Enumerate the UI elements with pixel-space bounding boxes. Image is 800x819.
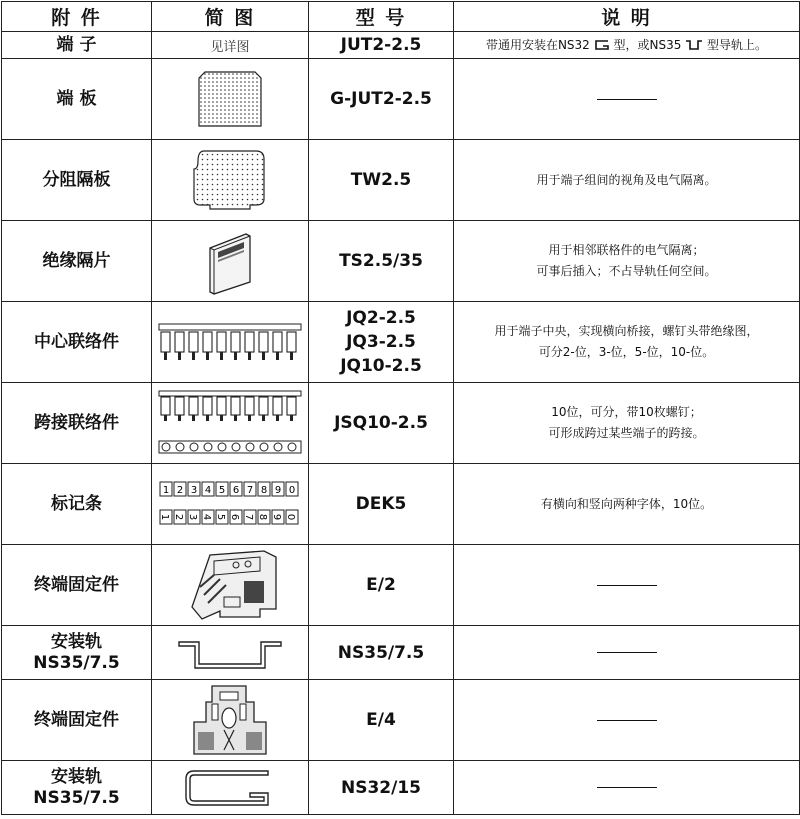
row-name: 中心联络件 [2,302,152,383]
table-row [2,32,800,59]
insulating-separator-icon [200,226,260,296]
model-line-1: JQ2-2.5 [346,308,416,328]
marker-digit: 2 [176,485,184,496]
row-description [454,59,800,140]
row-model: E/4 [309,680,454,761]
row-description: 有横向和竖向两种字体，10位。 [454,464,800,545]
row-figure [152,464,309,545]
table-row [2,761,800,815]
row-figure [152,32,309,59]
marker-digit: 6 [229,513,240,521]
marker-digit: 8 [257,513,268,521]
marker-digit: 4 [201,513,212,521]
center-bridge-icon [157,320,303,364]
row-model: JSQ10-2.5 [309,383,454,464]
row-name: 终端固定件 [2,680,152,761]
g-rail-icon [594,39,610,51]
marker-digit: 0 [288,485,296,496]
desc-line-1: 10位，可分，带10枚螺钉； [551,405,702,419]
header-model: 型 号 [309,2,454,32]
header-figure: 简 图 [152,2,309,32]
table-row [2,383,800,464]
partition-plate-icon [190,147,270,213]
accessories-table [1,1,800,815]
row-name [2,761,152,815]
dash-line [597,585,657,586]
header-row [2,2,800,32]
row-name: 分阻隔板 [2,140,152,221]
marker-digit: 1 [162,485,170,496]
table-row [2,302,800,383]
row-description [454,761,800,815]
dash-line [597,652,657,653]
row-figure [152,302,309,383]
row-figure [152,140,309,221]
row-description: 用于端子组间的视角及电气隔离。 [454,140,800,221]
row-figure [152,545,309,626]
row-figure [152,626,309,680]
row-name: 绝缘隔片 [2,221,152,302]
row-model: TS2.5/35 [309,221,454,302]
row-model: NS35/7.5 [309,626,454,680]
row-description [454,221,800,302]
row-model: DEK5 [309,464,454,545]
marker-digit: 3 [187,513,198,521]
row-name: 端 板 [2,59,152,140]
marker-digit: 7 [243,513,254,521]
table-row [2,680,800,761]
top-hat-rail-profile-icon [175,636,285,670]
marker-digit: 2 [173,513,184,521]
name-line-2: NS35/7.5 [33,787,120,808]
row-name: 跨接联络件 [2,383,152,464]
row-model: TW2.5 [309,140,454,221]
desc-line-1: 用于端子中央，实现横向桥接，螺钉头带绝缘图， [494,324,759,338]
row-model: G-JUT2-2.5 [309,59,454,140]
row-description [454,32,800,59]
row-name: 终端固定件 [2,545,152,626]
desc-part-1: 带通用安装在NS32 [485,37,590,52]
row-figure [152,59,309,140]
dash-line [597,720,657,721]
row-model: NS32/15 [309,761,454,815]
figure-text: 见详图 [210,39,250,55]
table-row [2,545,800,626]
row-description [454,302,800,383]
marker-digit: 0 [285,513,296,521]
marker-strip-icon [157,474,303,534]
end-clamp-e2-icon [180,547,280,623]
table-row [2,59,800,140]
row-description [454,680,800,761]
row-figure [152,680,309,761]
row-model: E/2 [309,545,454,626]
table-row [2,626,800,680]
row-figure [152,383,309,464]
name-line-2: NS35/7.5 [33,652,120,673]
marker-digit: 9 [271,513,282,521]
table-row [2,140,800,221]
row-name: 端 子 [2,32,152,59]
marker-digit: 5 [218,485,226,496]
row-description [454,383,800,464]
marker-digit: 3 [190,485,198,496]
marker-strip-horizontal [160,482,298,496]
row-name [2,626,152,680]
header-accessory: 附 件 [2,2,152,32]
marker-strip-vertical [159,510,298,524]
end-plate-icon [195,68,265,130]
row-figure [152,221,309,302]
desc-line-1: 用于相邻联格件的电气隔离； [548,243,705,257]
end-clamp-e4-icon [188,682,272,758]
name-line-1: 安装轨 [51,766,102,787]
row-description [454,545,800,626]
desc-line-2: 可事后插入；不占导轨任何空间。 [536,264,717,278]
dash-line [597,99,657,100]
desc-part-2: 型，或NS35 [613,37,682,52]
marker-digit: 9 [274,485,282,496]
model-line-3: JQ10-2.5 [340,356,422,376]
marker-digit: 7 [246,485,254,496]
desc-line-2: 可分2-位，3-位，5-位，10-位。 [538,345,715,359]
name-line-1: 安装轨 [51,631,102,652]
row-model: JUT2-2.5 [309,32,454,59]
table-row [2,464,800,545]
jumper-bridge-icon [157,387,303,459]
row-figure [152,761,309,815]
marker-digit: 4 [204,485,212,496]
desc-line-2: 可形成跨过某些端子的跨接。 [548,426,705,440]
marker-digit: 6 [232,485,240,496]
table-row [2,221,800,302]
marker-digit: 8 [260,485,268,496]
marker-digit: 1 [159,513,170,521]
row-description [454,626,800,680]
row-model [309,302,454,383]
header-description: 说 明 [454,2,800,32]
row-name: 标记条 [2,464,152,545]
dash-line [597,787,657,788]
top-hat-rail-icon [685,39,703,51]
model-line-2: JQ3-2.5 [346,332,416,352]
marker-digit: 5 [215,513,226,521]
g-rail-profile-icon [180,765,280,811]
desc-part-3: 型导轨上。 [707,37,768,52]
